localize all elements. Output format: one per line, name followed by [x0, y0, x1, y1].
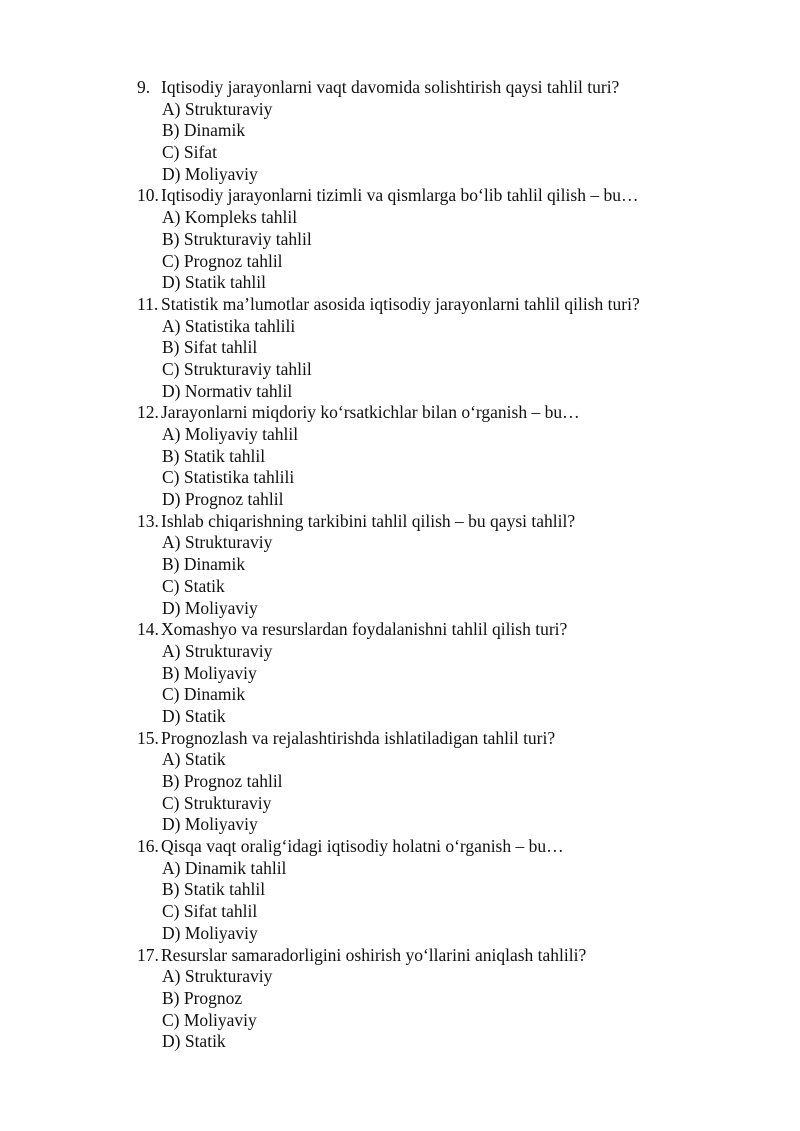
option-d: D) Moliyaviy — [162, 922, 258, 943]
question-number: 13. — [137, 510, 159, 531]
option-c: C) Sifat tahlil — [162, 901, 258, 922]
option-b: B) Sifat tahlil — [162, 337, 258, 358]
question-text: Iqtisodiy jarayonlarni vaqt davomida solishtirish qaysi tahlil turi? — [161, 77, 620, 97]
option-b: B) Strukturaviy tahlil — [162, 228, 312, 249]
question-number: 14. — [137, 619, 159, 640]
question-line — [0, 402, 800, 424]
question-number: 10. — [137, 185, 159, 206]
question-number: 16. — [137, 836, 159, 857]
option-a: A) Kompleks tahlil — [162, 207, 298, 228]
question-line — [0, 294, 800, 316]
option-a: A) Statik — [162, 749, 226, 770]
question-16 — [0, 836, 800, 944]
question-text: Ishlab chiqarishning tarkibini tahlil qilish – bu qaysi tahlil? — [161, 510, 576, 531]
option-b: B) Moliyaviy — [162, 662, 257, 683]
option-a: A) Strukturaviy — [162, 98, 273, 119]
option-b: B) Statik tahlil — [162, 879, 266, 900]
question-number: 12. — [137, 402, 159, 423]
question-10 — [0, 185, 800, 293]
option-a: A) Moliyaviy tahlil — [162, 424, 299, 444]
option-b: B) Statik tahlil — [162, 445, 266, 466]
question-text: Jarayonlarni miqdoriy ko‘rsatkichlar bilan o‘rganish – bu… — [161, 402, 580, 423]
option-a: A) Strukturaviy — [162, 532, 273, 553]
option-a: A) Strukturaviy — [162, 966, 273, 987]
question-number: 9. — [137, 77, 151, 97]
option-c: C) Moliyaviy — [162, 1009, 257, 1030]
option-b: B) Dinamik — [162, 554, 246, 575]
question-11 — [0, 294, 800, 402]
option-d: D) Statik tahlil — [162, 272, 267, 293]
question-line — [0, 511, 800, 533]
question-text: Prognozlash va rejalashtirishda ishlatiladigan tahlil turi? — [161, 727, 556, 748]
option-a: A) Strukturaviy — [162, 640, 273, 661]
question-number: 15. — [137, 727, 159, 748]
option-b: B) Prognoz tahlil — [162, 771, 283, 791]
option-b: B) Prognoz — [162, 987, 243, 1008]
question-line — [0, 77, 800, 99]
option-d: D) Normativ tahlil — [162, 380, 293, 401]
option-c: C) Sifat — [162, 142, 217, 163]
question-text: Iqtisodiy jarayonlarni tizimli va qismlarga bo‘lib tahlil qilish – bu… — [161, 185, 639, 206]
question-12 — [0, 402, 800, 510]
option-a: A) Dinamik tahlil — [162, 857, 287, 878]
option-c: C) Dinamik — [162, 684, 246, 705]
question-line — [0, 619, 800, 641]
question-line — [0, 728, 800, 750]
option-d: D) Prognoz tahlil — [162, 489, 284, 510]
question-number: 17. — [137, 944, 159, 965]
question-line — [0, 185, 800, 207]
question-text: Xomashyo va resurslardan foydalanishni tahlil qilish turi? — [161, 619, 568, 640]
question-line — [0, 945, 800, 967]
option-a: A) Statistika tahlili — [162, 315, 296, 336]
question-15 — [0, 728, 800, 836]
option-d: D) Moliyaviy — [162, 163, 258, 184]
option-c: C) Statik — [162, 575, 225, 596]
option-c: C) Statistika tahlili — [162, 467, 295, 488]
option-d: D) Statik — [162, 1031, 226, 1052]
question-text: Qisqa vaqt oralig‘idagi iqtisodiy holatni o‘rganish – bu… — [161, 836, 564, 857]
question-17 — [0, 945, 800, 1053]
option-c: C) Strukturaviy tahlil — [162, 358, 312, 379]
question-number: 11. — [137, 293, 159, 314]
option-d: D) Moliyaviy — [162, 597, 258, 618]
question-text: Resurslar samaradorligini oshirish yo‘llarini aniqlash tahlili? — [161, 944, 587, 965]
question-9 — [0, 77, 800, 185]
option-c: C) Strukturaviy — [162, 792, 272, 813]
option-b: B) Dinamik — [162, 120, 246, 141]
option-d: D) Statik — [162, 705, 226, 726]
question-13 — [0, 511, 800, 619]
question-line — [0, 836, 800, 858]
question-text: Statistik ma’lumotlar asosida iqtisodiy jarayonlarni tahlil qilish turi? — [161, 293, 640, 314]
option-d: D) Moliyaviy — [162, 814, 258, 835]
option-c: C) Prognoz tahlil — [162, 250, 283, 271]
question-14 — [0, 619, 800, 727]
